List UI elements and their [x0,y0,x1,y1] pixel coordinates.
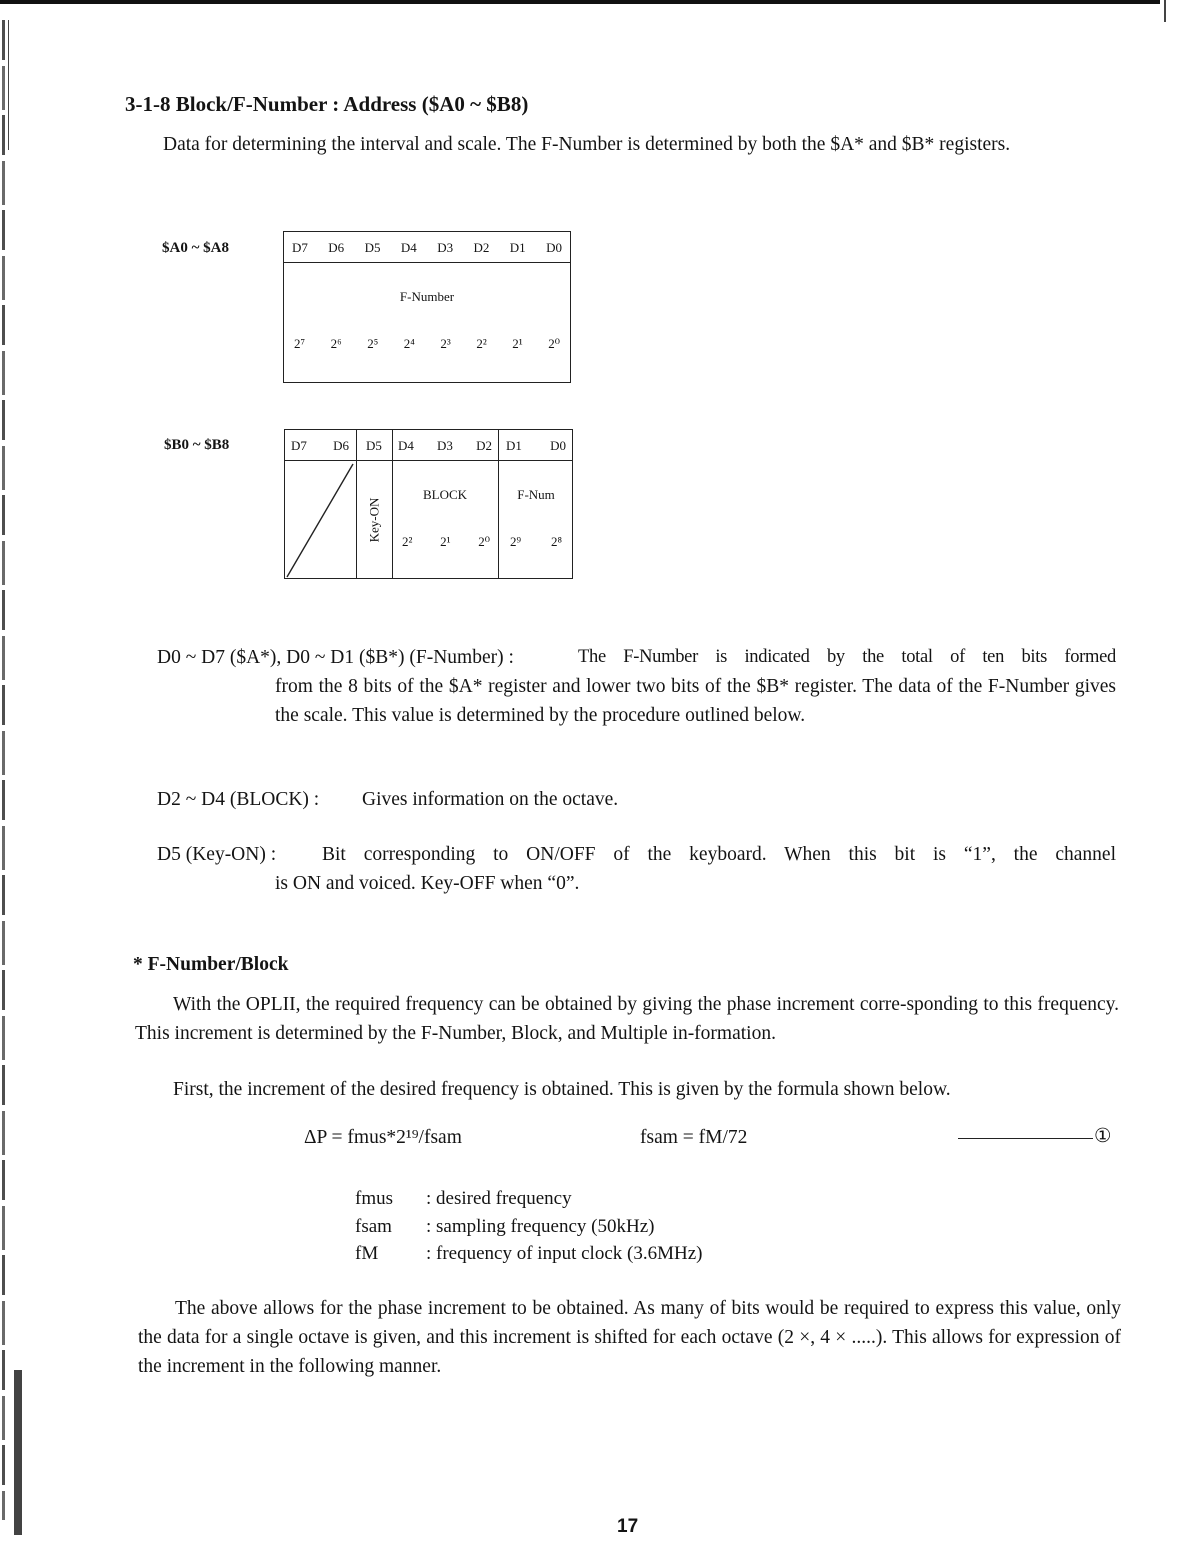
register-b-unused-bits [291,438,349,454]
scan-binding-shadow [14,1370,22,1535]
register-a-header-divider [284,262,570,263]
key-on-cell [356,461,392,578]
bit-weight: 2⁰ [478,534,490,549]
var-name: fsam [355,1216,392,1237]
bit-name: D6 [328,240,345,255]
register-b-block-bits [398,438,492,454]
def-keyon-label: D5 (Key-ON) : [157,844,277,865]
var-name: fM [355,1243,379,1264]
formula-leader-line [958,1138,1093,1139]
register-a-field-name: F-Number [399,289,455,304]
intro-paragraph: Data for determining the interval and scale. The F-Number is determined by both the $A* and $B* registers. [163,134,1011,155]
var-name: fmus [355,1188,393,1209]
formula-number: ① [1094,1126,1112,1147]
scan-top-border [0,0,1160,4]
bit-name: D1 [506,438,522,453]
bit-name: D0 [550,438,566,453]
var-desc: : frequency of input clock (3.6MHz) [426,1243,703,1264]
paragraph-phase-increment: The above allows for the phase increment to be obtained. As many of bits would be required to express this value, only the data for a single octave is given, and this increment is shifted for each octave (2 ×, 4 × .....). This allows for expression of the increment in the following manner. [138,1298,1121,1377]
def-keyon-body: is ON and voiced. Key-OFF when “0”. [275,873,580,894]
register-a-bit-weights [294,336,560,352]
register-a-label: $A0 ~ $A8 [162,240,229,256]
var-desc: : sampling frequency (50kHz) [426,1216,655,1237]
def-fnumber-body: from the 8 bits of the $A* register and lower two bits of the $B* register. The data of the F-Number gives the scale. This value is determined by the procedure outlined below. [275,676,1116,726]
fnum-bit-weights [510,534,562,550]
bit-name: D1 [509,240,526,255]
bit-name: D2 [476,438,492,453]
bit-name: D5 [364,240,381,255]
def-block-label: D2 ~ D4 (BLOCK) : [157,789,320,810]
bit-name: D7 [291,438,307,453]
bit-weight: 2⁹ [510,534,522,549]
scan-right-mark [1164,0,1166,22]
fnum-field-name: F-Num [517,487,555,502]
bit-name: D3 [437,240,454,255]
paragraph-increment: First, the increment of the desired frequency is obtained. This is given by the formula shown below. [173,1079,951,1100]
def-keyon-first-line: Bit corresponding to ON/OFF of the keyboard. When this bit is “1”, the channel [322,844,1116,865]
bit-weight: 2⁸ [550,534,562,549]
bit-weight: 2⁴ [403,336,415,351]
bit-weight: 2¹ [512,336,523,351]
register-a-diagram [283,231,571,383]
unused-bits-slash [285,461,356,579]
bit-weight: 2¹ [440,534,451,549]
key-on-label: Key-ON [366,497,382,542]
register-b-fnum-bits [506,438,566,454]
paragraph-oplii: With the OPLII, the required frequency can be obtained by giving the phase increment corre-sponding to this frequency. This increment is determined by the F-Number, Block, and Multiple in-formation. [135,994,1119,1044]
bit-name: D4 [400,240,417,255]
bit-weight: 2⁰ [548,336,560,351]
subsection-title: * F-Number/Block [133,954,289,975]
def-fnumber-label: D0 ~ D7 ($A*), D0 ~ D1 ($B*) (F-Number) : [157,647,514,668]
bit-name: D0 [546,240,562,255]
bit-weight: 2⁷ [294,336,306,351]
var-desc: : desired frequency [426,1188,572,1209]
bit-weight: 2⁶ [330,336,342,351]
def-block-body: Gives information on the octave. [362,789,619,810]
bit-weight: 2⁵ [367,336,379,351]
bit-name: D6 [333,438,349,453]
scan-left-edge-2 [8,20,9,150]
bit-name: D4 [398,438,414,453]
register-b-diagram [284,429,573,579]
register-b-label: $B0 ~ $B8 [164,437,230,453]
bit-name: D3 [437,438,453,453]
page-number: 17 [617,1516,639,1537]
def-fnumber-first-line: The F-Number is indicated by the total of ten bits formed [578,647,1116,667]
bit-name: D7 [292,240,308,255]
register-b-divider [498,430,499,578]
section-title: 3-1-8 Block/F-Number : Address ($A0 ~ $B8) [125,92,529,116]
block-bit-weights [402,534,490,550]
formula-delta-p: ΔP = fmus*2¹⁹/fsam [304,1127,462,1148]
block-field-name: BLOCK [422,487,468,502]
bit-name: D5 [366,438,382,453]
bit-name: D2 [473,240,490,255]
scan-left-edge [2,20,5,1520]
bit-weight: 2³ [440,336,451,351]
register-b-divider [392,430,393,578]
bit-weight: 2² [476,336,487,351]
formula-fsam: fsam = fM/72 [640,1127,748,1148]
bit-weight: 2² [402,534,413,549]
register-a-bit-names [292,240,562,256]
